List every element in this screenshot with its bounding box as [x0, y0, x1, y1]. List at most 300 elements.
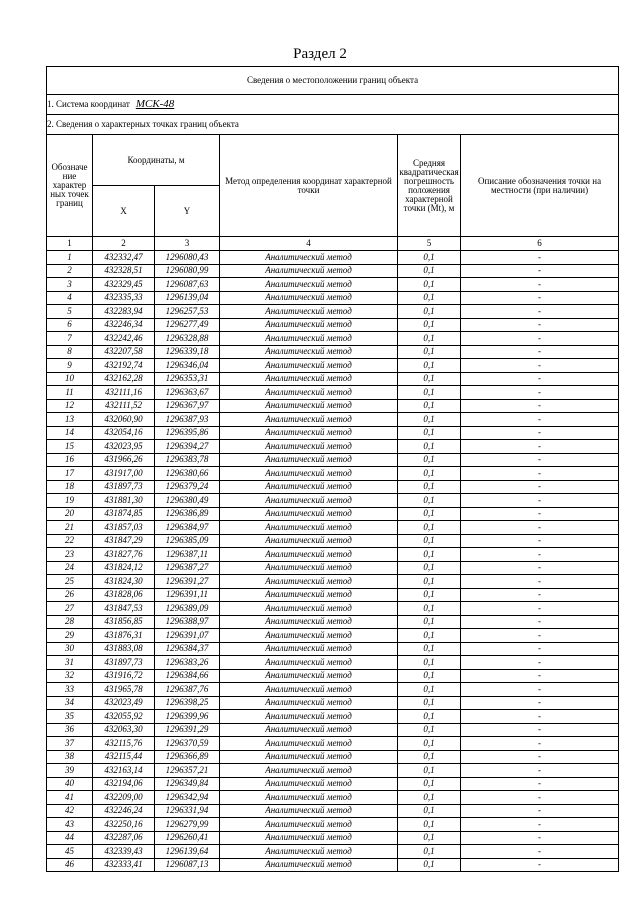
y-coordinate-cell: 1296349,84 — [155, 777, 220, 791]
method-cell: Аналитический метод — [220, 426, 398, 440]
column-number: 3 — [155, 237, 220, 251]
x-coordinate-cell: 431897,73 — [93, 656, 155, 670]
point-number-cell: 17 — [47, 467, 93, 481]
error-cell: 0,1 — [398, 251, 461, 265]
table-row — [47, 818, 619, 832]
table-row — [47, 305, 619, 319]
point-number-cell: 1 — [47, 251, 93, 265]
table-row — [47, 696, 619, 710]
description-cell: - — [461, 413, 619, 427]
error-cell: 0,1 — [398, 696, 461, 710]
y-coordinate-cell: 1296346,04 — [155, 359, 220, 373]
method-cell: Аналитический метод — [220, 602, 398, 616]
error-cell: 0,1 — [398, 602, 461, 616]
y-coordinate-cell: 1296387,76 — [155, 683, 220, 697]
x-coordinate-cell: 431847,29 — [93, 534, 155, 548]
description-cell: - — [461, 440, 619, 454]
description-cell: - — [461, 764, 619, 778]
method-cell: Аналитический метод — [220, 642, 398, 656]
description-cell: - — [461, 750, 619, 764]
y-coordinate-cell: 1296384,37 — [155, 642, 220, 656]
description-cell: - — [461, 453, 619, 467]
y-coordinate-cell: 1296087,13 — [155, 858, 220, 872]
table-row — [47, 291, 619, 305]
section-title: Раздел 2 — [293, 46, 347, 62]
x-coordinate-cell: 431827,76 — [93, 548, 155, 562]
error-cell: 0,1 — [398, 359, 461, 373]
x-coordinate-cell: 432192,74 — [93, 359, 155, 373]
table-row — [47, 278, 619, 292]
x-coordinate-cell: 432111,16 — [93, 386, 155, 400]
table-row — [47, 845, 619, 859]
table-row — [47, 723, 619, 737]
y-coordinate-cell: 1296080,43 — [155, 251, 220, 265]
point-number-cell: 33 — [47, 683, 93, 697]
coord-system-row — [47, 95, 619, 115]
x-coordinate-cell: 431847,53 — [93, 602, 155, 616]
table-row — [47, 318, 619, 332]
description-cell: - — [461, 669, 619, 683]
point-number-cell: 29 — [47, 629, 93, 643]
x-coordinate-cell: 431966,26 — [93, 453, 155, 467]
table-row — [47, 345, 619, 359]
description-cell: - — [461, 494, 619, 508]
description-cell: - — [461, 602, 619, 616]
boundary-table — [46, 66, 619, 872]
method-cell: Аналитический метод — [220, 359, 398, 373]
y-coordinate-cell: 1296385,09 — [155, 534, 220, 548]
error-cell: 0,1 — [398, 588, 461, 602]
y-coordinate-cell: 1296383,26 — [155, 656, 220, 670]
x-coordinate-cell: 431828,06 — [93, 588, 155, 602]
description-cell: - — [461, 305, 619, 319]
method-cell: Аналитический метод — [220, 629, 398, 643]
error-cell: 0,1 — [398, 413, 461, 427]
method-cell: Аналитический метод — [220, 453, 398, 467]
x-coordinate-cell: 432246,34 — [93, 318, 155, 332]
y-coordinate-cell: 1296386,89 — [155, 507, 220, 521]
y-coordinate-cell: 1296370,59 — [155, 737, 220, 751]
error-cell: 0,1 — [398, 831, 461, 845]
point-number-cell: 6 — [47, 318, 93, 332]
method-cell: Аналитический метод — [220, 251, 398, 265]
description-cell: - — [461, 291, 619, 305]
description-cell: - — [461, 548, 619, 562]
y-coordinate-cell: 1296279,99 — [155, 818, 220, 832]
method-cell: Аналитический метод — [220, 656, 398, 670]
error-cell: 0,1 — [398, 521, 461, 535]
column-number: 1 — [47, 237, 93, 251]
y-coordinate-cell: 1296139,64 — [155, 845, 220, 859]
description-cell: - — [461, 278, 619, 292]
header-error: Средняя квадратическая погрешность положения характерной точки (Mt), м — [398, 135, 461, 237]
x-coordinate-cell: 432328,51 — [93, 264, 155, 278]
table-row — [47, 831, 619, 845]
error-cell: 0,1 — [398, 669, 461, 683]
y-coordinate-cell: 1296394,27 — [155, 440, 220, 454]
y-coordinate-cell: 1296339,18 — [155, 345, 220, 359]
x-coordinate-cell: 432055,92 — [93, 710, 155, 724]
y-coordinate-cell: 1296139,04 — [155, 291, 220, 305]
table-row — [47, 386, 619, 400]
table-row — [47, 467, 619, 481]
error-cell: 0,1 — [398, 777, 461, 791]
coord-system-label: 1. Система координат — [47, 99, 130, 109]
error-cell: 0,1 — [398, 561, 461, 575]
x-coordinate-cell: 431881,30 — [93, 494, 155, 508]
method-cell: Аналитический метод — [220, 534, 398, 548]
x-coordinate-cell: 432111,52 — [93, 399, 155, 413]
table-row — [47, 480, 619, 494]
error-cell: 0,1 — [398, 386, 461, 400]
table-row — [47, 858, 619, 872]
description-cell: - — [461, 642, 619, 656]
method-cell: Аналитический метод — [220, 588, 398, 602]
error-cell: 0,1 — [398, 440, 461, 454]
method-cell: Аналитический метод — [220, 386, 398, 400]
error-cell: 0,1 — [398, 278, 461, 292]
y-coordinate-cell: 1296383,78 — [155, 453, 220, 467]
error-cell: 0,1 — [398, 372, 461, 386]
table-row — [47, 494, 619, 508]
x-coordinate-cell: 432283,94 — [93, 305, 155, 319]
x-coordinate-cell: 432339,43 — [93, 845, 155, 859]
y-coordinate-cell: 1296357,21 — [155, 764, 220, 778]
x-coordinate-cell: 432242,46 — [93, 332, 155, 346]
y-coordinate-cell: 1296366,89 — [155, 750, 220, 764]
points-heading: 2. Сведения о характерных точках границ объекта — [47, 115, 619, 135]
method-cell: Аналитический метод — [220, 615, 398, 629]
y-coordinate-cell: 1296087,63 — [155, 278, 220, 292]
table-row — [47, 507, 619, 521]
x-coordinate-cell: 432207,58 — [93, 345, 155, 359]
error-cell: 0,1 — [398, 656, 461, 670]
error-cell: 0,1 — [398, 723, 461, 737]
y-coordinate-cell: 1296328,88 — [155, 332, 220, 346]
error-cell: 0,1 — [398, 575, 461, 589]
point-number-cell: 25 — [47, 575, 93, 589]
description-cell: - — [461, 737, 619, 751]
column-number: 6 — [461, 237, 619, 251]
error-cell: 0,1 — [398, 818, 461, 832]
y-coordinate-cell: 1296398,25 — [155, 696, 220, 710]
description-cell: - — [461, 791, 619, 805]
y-coordinate-cell: 1296379,24 — [155, 480, 220, 494]
point-number-cell: 36 — [47, 723, 93, 737]
table-row — [47, 629, 619, 643]
error-cell: 0,1 — [398, 534, 461, 548]
method-cell: Аналитический метод — [220, 737, 398, 751]
y-coordinate-cell: 1296391,29 — [155, 723, 220, 737]
x-coordinate-cell: 432287,06 — [93, 831, 155, 845]
x-coordinate-cell: 432162,28 — [93, 372, 155, 386]
point-number-cell: 30 — [47, 642, 93, 656]
description-cell: - — [461, 629, 619, 643]
table-row — [47, 548, 619, 562]
point-number-cell: 37 — [47, 737, 93, 751]
point-number-cell: 11 — [47, 386, 93, 400]
table-row — [47, 359, 619, 373]
method-cell: Аналитический метод — [220, 521, 398, 535]
y-coordinate-cell: 1296388,97 — [155, 615, 220, 629]
error-cell: 0,1 — [398, 399, 461, 413]
point-number-cell: 28 — [47, 615, 93, 629]
method-cell: Аналитический метод — [220, 548, 398, 562]
description-cell: - — [461, 332, 619, 346]
point-number-cell: 39 — [47, 764, 93, 778]
x-coordinate-cell: 432250,16 — [93, 818, 155, 832]
table-row — [47, 575, 619, 589]
method-cell: Аналитический метод — [220, 804, 398, 818]
x-coordinate-cell: 431897,73 — [93, 480, 155, 494]
y-coordinate-cell: 1296384,97 — [155, 521, 220, 535]
method-cell: Аналитический метод — [220, 278, 398, 292]
description-cell: - — [461, 561, 619, 575]
table-row — [47, 413, 619, 427]
x-coordinate-cell: 431824,12 — [93, 561, 155, 575]
column-number: 2 — [93, 237, 155, 251]
point-number-cell: 34 — [47, 696, 93, 710]
point-number-cell: 2 — [47, 264, 93, 278]
y-coordinate-cell: 1296387,27 — [155, 561, 220, 575]
x-coordinate-cell: 432332,47 — [93, 251, 155, 265]
description-cell: - — [461, 467, 619, 481]
table-row — [47, 683, 619, 697]
description-cell: - — [461, 426, 619, 440]
method-cell: Аналитический метод — [220, 305, 398, 319]
point-number-cell: 16 — [47, 453, 93, 467]
error-cell: 0,1 — [398, 548, 461, 562]
point-number-cell: 26 — [47, 588, 93, 602]
y-coordinate-cell: 1296257,53 — [155, 305, 220, 319]
error-cell: 0,1 — [398, 858, 461, 872]
method-cell: Аналитический метод — [220, 345, 398, 359]
description-cell: - — [461, 831, 619, 845]
description-cell: - — [461, 372, 619, 386]
description-cell: - — [461, 399, 619, 413]
x-coordinate-cell: 432054,16 — [93, 426, 155, 440]
x-coordinate-cell: 431965,78 — [93, 683, 155, 697]
method-cell: Аналитический метод — [220, 764, 398, 778]
x-coordinate-cell: 432023,49 — [93, 696, 155, 710]
y-coordinate-cell: 1296391,27 — [155, 575, 220, 589]
header-coordinates: Координаты, м — [93, 135, 220, 186]
description-cell: - — [461, 804, 619, 818]
error-cell: 0,1 — [398, 710, 461, 724]
table-row — [47, 521, 619, 535]
point-number-cell: 8 — [47, 345, 93, 359]
table-row — [47, 534, 619, 548]
table-row — [47, 764, 619, 778]
point-number-cell: 12 — [47, 399, 93, 413]
point-number-cell: 13 — [47, 413, 93, 427]
description-cell: - — [461, 696, 619, 710]
method-cell: Аналитический метод — [220, 575, 398, 589]
error-cell: 0,1 — [398, 494, 461, 508]
method-cell: Аналитический метод — [220, 561, 398, 575]
description-cell: - — [461, 858, 619, 872]
point-number-cell: 5 — [47, 305, 93, 319]
error-cell: 0,1 — [398, 264, 461, 278]
point-number-cell: 3 — [47, 278, 93, 292]
x-coordinate-cell: 432115,76 — [93, 737, 155, 751]
method-cell: Аналитический метод — [220, 791, 398, 805]
table-row — [47, 804, 619, 818]
y-coordinate-cell: 1296363,67 — [155, 386, 220, 400]
point-number-cell: 27 — [47, 602, 93, 616]
error-cell: 0,1 — [398, 764, 461, 778]
column-number: 5 — [398, 237, 461, 251]
x-coordinate-cell: 432333,41 — [93, 858, 155, 872]
point-number-cell: 45 — [47, 845, 93, 859]
method-cell: Аналитический метод — [220, 507, 398, 521]
x-coordinate-cell: 431917,00 — [93, 467, 155, 481]
y-coordinate-cell: 1296080,99 — [155, 264, 220, 278]
table-row — [47, 737, 619, 751]
y-coordinate-cell: 1296277,49 — [155, 318, 220, 332]
point-number-cell: 23 — [47, 548, 93, 562]
x-coordinate-cell: 431857,03 — [93, 521, 155, 535]
point-number-cell: 40 — [47, 777, 93, 791]
x-coordinate-cell: 432209,00 — [93, 791, 155, 805]
point-number-cell: 20 — [47, 507, 93, 521]
table-row — [47, 710, 619, 724]
error-cell: 0,1 — [398, 305, 461, 319]
description-cell: - — [461, 386, 619, 400]
method-cell: Аналитический метод — [220, 264, 398, 278]
y-coordinate-cell: 1296260,41 — [155, 831, 220, 845]
y-coordinate-cell: 1296395,86 — [155, 426, 220, 440]
description-cell: - — [461, 818, 619, 832]
x-coordinate-cell: 431874,85 — [93, 507, 155, 521]
table-title: Сведения о местоположении границ объекта — [47, 67, 619, 95]
point-number-cell: 18 — [47, 480, 93, 494]
table-row — [47, 588, 619, 602]
point-number-cell: 38 — [47, 750, 93, 764]
error-cell: 0,1 — [398, 804, 461, 818]
y-coordinate-cell: 1296399,96 — [155, 710, 220, 724]
error-cell: 0,1 — [398, 750, 461, 764]
point-number-cell: 46 — [47, 858, 93, 872]
table-row — [47, 332, 619, 346]
method-cell: Аналитический метод — [220, 831, 398, 845]
description-cell: - — [461, 845, 619, 859]
method-cell: Аналитический метод — [220, 399, 398, 413]
method-cell: Аналитический метод — [220, 750, 398, 764]
table-row — [47, 602, 619, 616]
point-number-cell: 42 — [47, 804, 93, 818]
x-coordinate-cell: 432115,44 — [93, 750, 155, 764]
table-row — [47, 791, 619, 805]
table-row — [47, 750, 619, 764]
x-coordinate-cell: 432335,33 — [93, 291, 155, 305]
error-cell: 0,1 — [398, 629, 461, 643]
y-coordinate-cell: 1296367,97 — [155, 399, 220, 413]
method-cell: Аналитический метод — [220, 696, 398, 710]
point-number-cell: 4 — [47, 291, 93, 305]
x-coordinate-cell: 432023,95 — [93, 440, 155, 454]
y-coordinate-cell: 1296391,11 — [155, 588, 220, 602]
description-cell: - — [461, 534, 619, 548]
point-number-cell: 19 — [47, 494, 93, 508]
point-number-cell: 43 — [47, 818, 93, 832]
table-row — [47, 615, 619, 629]
description-cell: - — [461, 251, 619, 265]
method-cell: Аналитический метод — [220, 372, 398, 386]
header-x: X — [93, 186, 155, 237]
description-cell: - — [461, 683, 619, 697]
y-coordinate-cell: 1296389,09 — [155, 602, 220, 616]
method-cell: Аналитический метод — [220, 669, 398, 683]
column-number: 4 — [220, 237, 398, 251]
error-cell: 0,1 — [398, 291, 461, 305]
x-coordinate-cell: 431856,85 — [93, 615, 155, 629]
error-cell: 0,1 — [398, 845, 461, 859]
x-coordinate-cell: 431876,31 — [93, 629, 155, 643]
point-number-cell: 32 — [47, 669, 93, 683]
point-number-cell: 22 — [47, 534, 93, 548]
x-coordinate-cell: 431916,72 — [93, 669, 155, 683]
error-cell: 0,1 — [398, 332, 461, 346]
header-y: Y — [155, 186, 220, 237]
point-number-cell: 31 — [47, 656, 93, 670]
description-cell: - — [461, 345, 619, 359]
y-coordinate-cell: 1296380,49 — [155, 494, 220, 508]
table-row — [47, 399, 619, 413]
description-cell: - — [461, 318, 619, 332]
description-cell: - — [461, 588, 619, 602]
method-cell: Аналитический метод — [220, 332, 398, 346]
error-cell: 0,1 — [398, 426, 461, 440]
error-cell: 0,1 — [398, 467, 461, 481]
y-coordinate-cell: 1296387,11 — [155, 548, 220, 562]
description-cell: - — [461, 656, 619, 670]
table-row — [47, 264, 619, 278]
y-coordinate-cell: 1296380,66 — [155, 467, 220, 481]
point-number-cell: 7 — [47, 332, 93, 346]
x-coordinate-cell: 432329,45 — [93, 278, 155, 292]
description-cell: - — [461, 615, 619, 629]
point-number-cell: 21 — [47, 521, 93, 535]
error-cell: 0,1 — [398, 737, 461, 751]
error-cell: 0,1 — [398, 642, 461, 656]
method-cell: Аналитический метод — [220, 710, 398, 724]
x-coordinate-cell: 431824,30 — [93, 575, 155, 589]
error-cell: 0,1 — [398, 318, 461, 332]
x-coordinate-cell: 432163,14 — [93, 764, 155, 778]
method-cell: Аналитический метод — [220, 858, 398, 872]
y-coordinate-cell: 1296342,94 — [155, 791, 220, 805]
table-row — [47, 453, 619, 467]
table-row — [47, 251, 619, 265]
table-row — [47, 777, 619, 791]
error-cell: 0,1 — [398, 480, 461, 494]
method-cell: Аналитический метод — [220, 291, 398, 305]
table-row — [47, 642, 619, 656]
y-coordinate-cell: 1296331,94 — [155, 804, 220, 818]
error-cell: 0,1 — [398, 507, 461, 521]
description-cell: - — [461, 710, 619, 724]
method-cell: Аналитический метод — [220, 723, 398, 737]
description-cell: - — [461, 480, 619, 494]
header-description: Описание обозначения точки на местности (при наличии) — [461, 135, 619, 237]
x-coordinate-cell: 432063,30 — [93, 723, 155, 737]
x-coordinate-cell: 431883,08 — [93, 642, 155, 656]
error-cell: 0,1 — [398, 345, 461, 359]
coord-system-value: МСК-48 — [135, 98, 175, 110]
table-row — [47, 440, 619, 454]
error-cell: 0,1 — [398, 791, 461, 805]
